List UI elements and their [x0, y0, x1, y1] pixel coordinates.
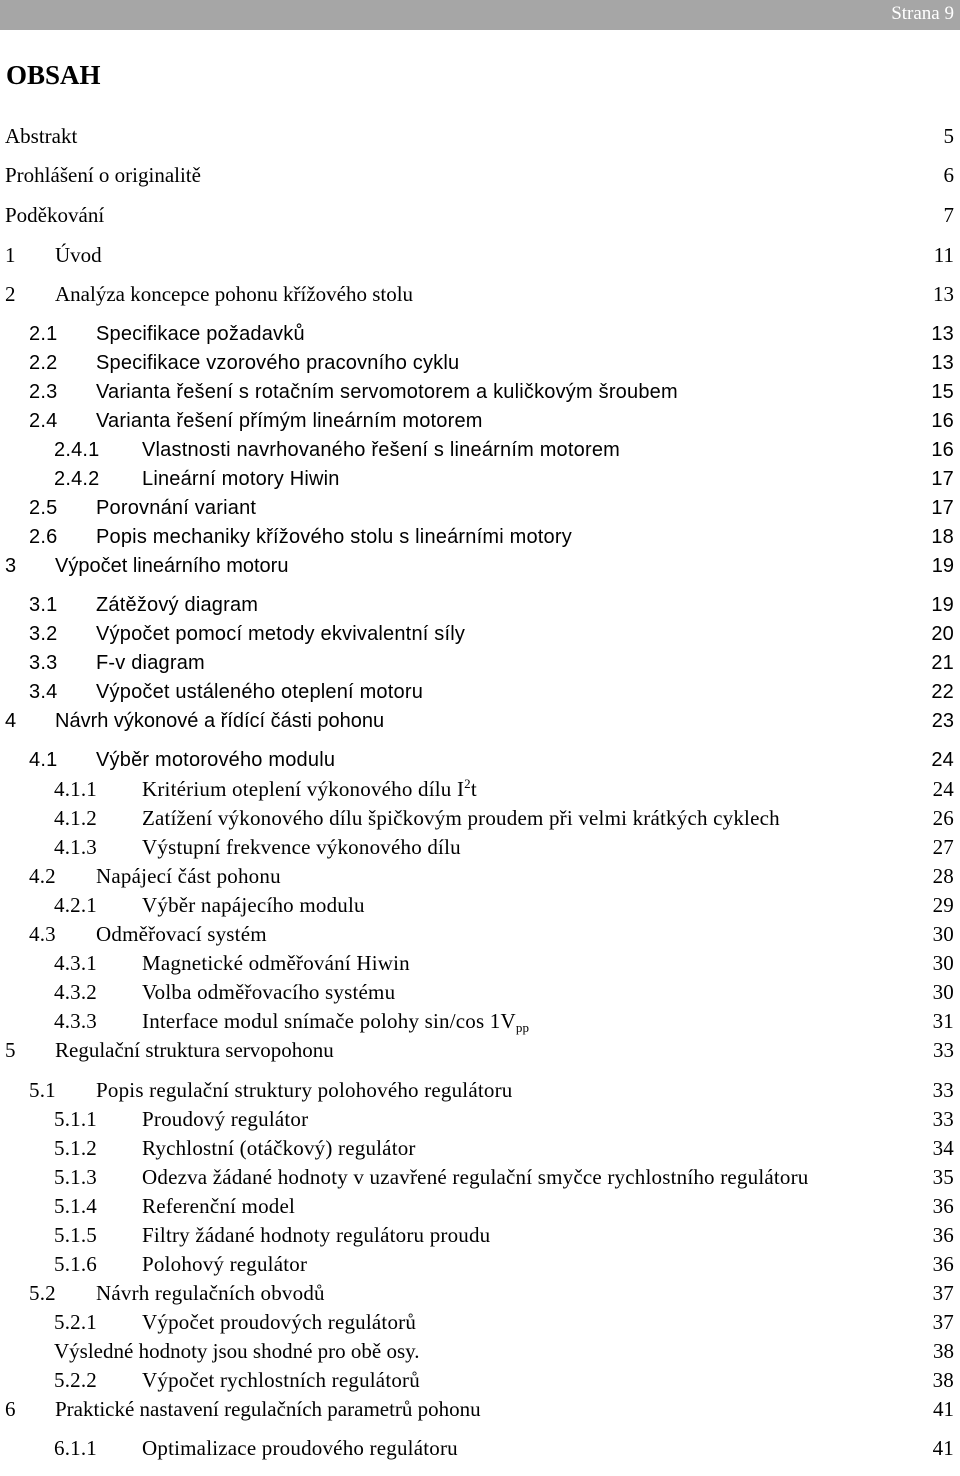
- toc-entry-page: 23: [931, 710, 954, 732]
- toc-entry-title: Kritérium oteplení výkonového dílu $I^2t$: [142, 776, 477, 801]
- toc-entry[interactable]: [0, 407, 960, 435]
- toc-entry-title: Regulační struktura servopohonu: [55, 1038, 334, 1062]
- toc-entry[interactable]: [0, 620, 960, 648]
- toc-entry[interactable]: [0, 949, 960, 977]
- toc-entry-title: Varianta řešení s rotačním servomotorem a kuličkovým šroubem: [96, 381, 678, 403]
- toc-entry-number: 4.2: [29, 864, 56, 888]
- toc-entry-page: 18: [931, 526, 954, 548]
- toc-entry[interactable]: [0, 241, 960, 269]
- toc-entry-number: 4.2.1: [54, 893, 97, 917]
- toc-entry-number: 3.2: [29, 623, 58, 645]
- toc-entry-title: Zátěžový diagram: [96, 594, 259, 616]
- toc-entry[interactable]: [0, 707, 960, 735]
- toc-entry-number: 5.1.6: [54, 1252, 97, 1276]
- toc-entry-number: 5.1.2: [54, 1136, 97, 1160]
- toc-entry-title: Specifikace vzorového pracovního cyklu: [96, 352, 460, 374]
- toc-entry-page: 37: [932, 1310, 954, 1334]
- toc-entry[interactable]: [0, 891, 960, 919]
- toc-entry[interactable]: [0, 1434, 960, 1462]
- toc-entry-number: 2.3: [29, 381, 58, 403]
- toc-entry-title: Odměřovací systém: [96, 922, 267, 946]
- toc-entry-page: 6: [943, 163, 954, 187]
- toc-entry-page: 33: [932, 1078, 954, 1102]
- toc-entry-page: 36: [932, 1252, 954, 1276]
- toc-entry[interactable]: [0, 1366, 960, 1394]
- toc-entry-title: Proudový regulátor: [142, 1107, 309, 1131]
- toc-entry-title: Prohlášení o originalitě: [5, 163, 201, 187]
- toc-entry-title: Zatížení výkonového dílu špičkovým proudem při velmi krátkých cyklech: [142, 806, 780, 830]
- toc-entry-page: 24: [931, 749, 954, 771]
- toc-entry[interactable]: [0, 280, 960, 308]
- toc-entry-title: Výpočet lineárního motoru: [55, 555, 289, 577]
- toc-entry[interactable]: [0, 591, 960, 619]
- subscript: pp: [515, 1020, 530, 1035]
- toc-entry-number: 5.2: [29, 1281, 56, 1305]
- toc-entry-title: Výběr napájecího modulu: [142, 893, 365, 917]
- toc-entry-number: 5.1.5: [54, 1223, 97, 1247]
- toc-entry[interactable]: [0, 201, 960, 229]
- toc-entry-page: 19: [931, 594, 954, 616]
- toc-entry[interactable]: [0, 1250, 960, 1278]
- toc-entry[interactable]: [0, 775, 960, 803]
- toc-entry-number: 5.1.3: [54, 1165, 97, 1189]
- toc-entry-title: Specifikace požadavků: [96, 323, 305, 345]
- toc-entry-title: F-v diagram: [96, 652, 205, 674]
- toc-entry-page: 16: [931, 410, 954, 432]
- toc-entry-page: 7: [943, 203, 954, 227]
- toc-entry[interactable]: [0, 804, 960, 832]
- toc-entry-page: 38: [932, 1368, 954, 1392]
- toc-entry-title: Výpočet rychlostních regulátorů: [142, 1368, 420, 1392]
- toc-entry-page: 33: [932, 1107, 954, 1131]
- toc-entry-page: 24: [932, 777, 954, 801]
- toc-entry[interactable]: [0, 1105, 960, 1133]
- toc-entry-title: Porovnání variant: [96, 497, 257, 519]
- toc-entry-page: 13: [931, 323, 954, 345]
- toc-entry[interactable]: [0, 465, 960, 493]
- toc-entry-number: 5.1.1: [54, 1107, 97, 1131]
- toc-entry-number: 2: [5, 282, 16, 306]
- toc-entry-title: Magnetické odměřování Hiwin: [142, 951, 410, 975]
- toc-entry-number: 4.3.1: [54, 951, 97, 975]
- toc-entry-number: 5.1: [29, 1078, 56, 1102]
- toc-entry-title: Poděkování: [5, 203, 105, 227]
- toc-entry-page: 13: [933, 282, 954, 306]
- toc-entry-title: Interface modul snímače polohy sin/cos $1V_{pp}$: [142, 1009, 530, 1035]
- toc-entry[interactable]: [0, 494, 960, 522]
- toc-entry-number: 5: [5, 1038, 16, 1062]
- toc-entry-page: 17: [931, 468, 954, 490]
- toc-entry-page: 20: [931, 623, 954, 645]
- toc-entry-number: 2.4.1: [54, 439, 100, 461]
- toc-entry-page: 29: [932, 893, 954, 917]
- toc-entry-page: 34: [932, 1136, 954, 1160]
- toc-entry[interactable]: [0, 978, 960, 1006]
- toc-entry[interactable]: [0, 320, 960, 348]
- toc-entry-page: 27: [932, 835, 954, 859]
- toc-entry-title: Výpočet proudových regulátorů: [142, 1310, 417, 1334]
- toc-title: OBSAH: [6, 60, 101, 90]
- toc-entry-number: 2.4.2: [54, 468, 100, 490]
- superscript: 2: [464, 776, 471, 791]
- toc-entry[interactable]: [0, 378, 960, 406]
- toc-entry-title: Vlastnosti navrhovaného řešení s lineárním motorem: [142, 439, 621, 461]
- toc-entry-title: Úvod: [55, 243, 102, 267]
- toc-entry[interactable]: [0, 523, 960, 551]
- toc-entry-page: 30: [932, 980, 954, 1004]
- toc-entry[interactable]: [0, 1007, 960, 1035]
- toc-entry-number: 4.3.2: [54, 980, 97, 1004]
- toc-entry[interactable]: [0, 1163, 960, 1191]
- toc-entry[interactable]: [0, 649, 960, 677]
- toc-entry-title: Výpočet ustáleného oteplení motoru: [96, 681, 424, 703]
- toc-entry[interactable]: [0, 1308, 960, 1336]
- toc-entry[interactable]: [0, 746, 960, 774]
- toc-entry-page: 13: [931, 352, 954, 374]
- toc-entry-title: Návrh regulačních obvodů: [96, 1281, 325, 1305]
- toc-entry-number: 2.4: [29, 410, 58, 432]
- toc-entry[interactable]: [0, 1279, 960, 1307]
- toc-entry-title: Popis regulační struktury polohového regulátoru: [96, 1078, 513, 1102]
- toc-entry-number: 2.1: [29, 323, 58, 345]
- toc-entry-number: 3: [5, 555, 17, 577]
- toc-entry-title: Abstrakt: [5, 124, 78, 148]
- toc-entry-number: 2.6: [29, 526, 58, 548]
- toc-entry-page: 15: [931, 381, 954, 403]
- toc-entry-title: Výpočet pomocí metody ekvivalentní síly: [96, 623, 466, 645]
- toc-entry[interactable]: [0, 122, 960, 150]
- toc-entry-page: 21: [931, 652, 954, 674]
- toc-entry[interactable]: [0, 1036, 960, 1064]
- toc-entry-number: 4.3: [29, 922, 56, 946]
- toc-entry-title: Lineární motory Hiwin: [142, 468, 340, 490]
- toc-entry-title: Napájecí část pohonu: [96, 864, 281, 888]
- toc-entry-number: 2.5: [29, 497, 58, 519]
- toc-entry-page: 30: [932, 922, 954, 946]
- toc-entry-number: 5.2.1: [54, 1310, 97, 1334]
- toc-entry-title: Referenční model: [142, 1194, 296, 1218]
- toc-entry-title: Optimalizace proudového regulátoru: [142, 1436, 458, 1460]
- toc-entry-page: 35: [932, 1165, 954, 1189]
- toc-entry-number: 4.3.3: [54, 1009, 97, 1033]
- toc-entry[interactable]: [0, 552, 960, 580]
- toc-entry[interactable]: [0, 920, 960, 948]
- toc-entry-page: 30: [932, 951, 954, 975]
- toc-entry-title: Návrh výkonové a řídící části pohonu: [55, 710, 385, 732]
- toc-entry-number: 4.1: [29, 749, 58, 771]
- toc-entry-title: Praktické nastavení regulačních parametrů pohonu: [55, 1397, 481, 1421]
- toc-entry-number: 4.1.2: [54, 806, 97, 830]
- toc-entry-title: Výstupní frekvence výkonového dílu: [142, 835, 461, 859]
- toc-entry-title: Výsledné hodnoty jsou shodné pro obě osy.: [54, 1339, 420, 1363]
- toc-entry[interactable]: [0, 349, 960, 377]
- toc-entry-number: 4.1.3: [54, 835, 97, 859]
- toc-entry-title: Analýza koncepce pohonu křížového stolu: [55, 282, 414, 306]
- toc-entry-title: Popis mechaniky křížového stolu s lineárními motory: [96, 526, 572, 548]
- toc-entry-title: Volba odměřovacího systému: [142, 980, 396, 1004]
- toc-entry-page: 41: [933, 1397, 954, 1421]
- toc-entry-title: Filtry žádané hodnoty regulátoru proudu: [142, 1223, 491, 1247]
- toc-entry[interactable]: [0, 1076, 960, 1104]
- toc-entry-title: Výběr motorového modulu: [96, 749, 336, 771]
- toc-entry-title: Rychlostní (otáčkový) regulátor: [142, 1136, 416, 1160]
- toc-entry-title: Odezva žádané hodnoty v uzavřené regulační smyčce rychlostního regulátoru: [142, 1165, 809, 1189]
- toc-entry-page: 36: [932, 1223, 954, 1247]
- toc-entry-page: 41: [932, 1436, 954, 1460]
- toc-entry[interactable]: [0, 833, 960, 861]
- toc-entry-number: 1: [5, 243, 16, 267]
- toc-entry[interactable]: [0, 678, 960, 706]
- toc-entry[interactable]: [0, 1192, 960, 1220]
- toc-entry-number: 3.3: [29, 652, 58, 674]
- toc-entry-page: 11: [933, 243, 954, 267]
- toc-entry[interactable]: [0, 1395, 960, 1423]
- toc-entry-page: 33: [933, 1038, 954, 1062]
- toc-entry[interactable]: [0, 862, 960, 890]
- toc-entry[interactable]: [0, 1134, 960, 1162]
- toc-entry-number: 3.4: [29, 681, 58, 703]
- toc-entry-page: 38: [933, 1339, 954, 1363]
- toc-entry-page: 37: [932, 1281, 954, 1305]
- toc-entry[interactable]: [0, 436, 960, 464]
- toc-entry-number: 6.1.1: [54, 1436, 97, 1460]
- toc-entry-page: 26: [932, 806, 954, 830]
- toc-entry[interactable]: [0, 1337, 960, 1365]
- page-number-label: Strana 9: [891, 3, 954, 24]
- toc-entry-number: 4.1.1: [54, 777, 97, 801]
- toc-entry-number: 2.2: [29, 352, 58, 374]
- toc-entry-number: 6: [5, 1397, 16, 1421]
- toc-entry[interactable]: [0, 1221, 960, 1249]
- toc-entry[interactable]: [0, 161, 960, 189]
- toc-entry-title: Polohový regulátor: [142, 1252, 308, 1276]
- toc-entry-page: 17: [931, 497, 954, 519]
- toc-entry-number: 5.2.2: [54, 1368, 97, 1392]
- toc-entry-page: 5: [943, 124, 954, 148]
- toc-entry-page: 36: [932, 1194, 954, 1218]
- toc-entry-page: 16: [931, 439, 954, 461]
- toc-entry-page: 31: [932, 1009, 954, 1033]
- toc-entry-number: 3.1: [29, 594, 58, 616]
- toc-entry-number: 4: [5, 710, 17, 732]
- toc-entry-page: 22: [931, 681, 954, 703]
- toc-entry-page: 28: [932, 864, 954, 888]
- toc-entry-page: 19: [931, 555, 954, 577]
- toc-entry-number: 5.1.4: [54, 1194, 97, 1218]
- toc-entry-title: Varianta řešení přímým lineárním motorem: [96, 410, 483, 432]
